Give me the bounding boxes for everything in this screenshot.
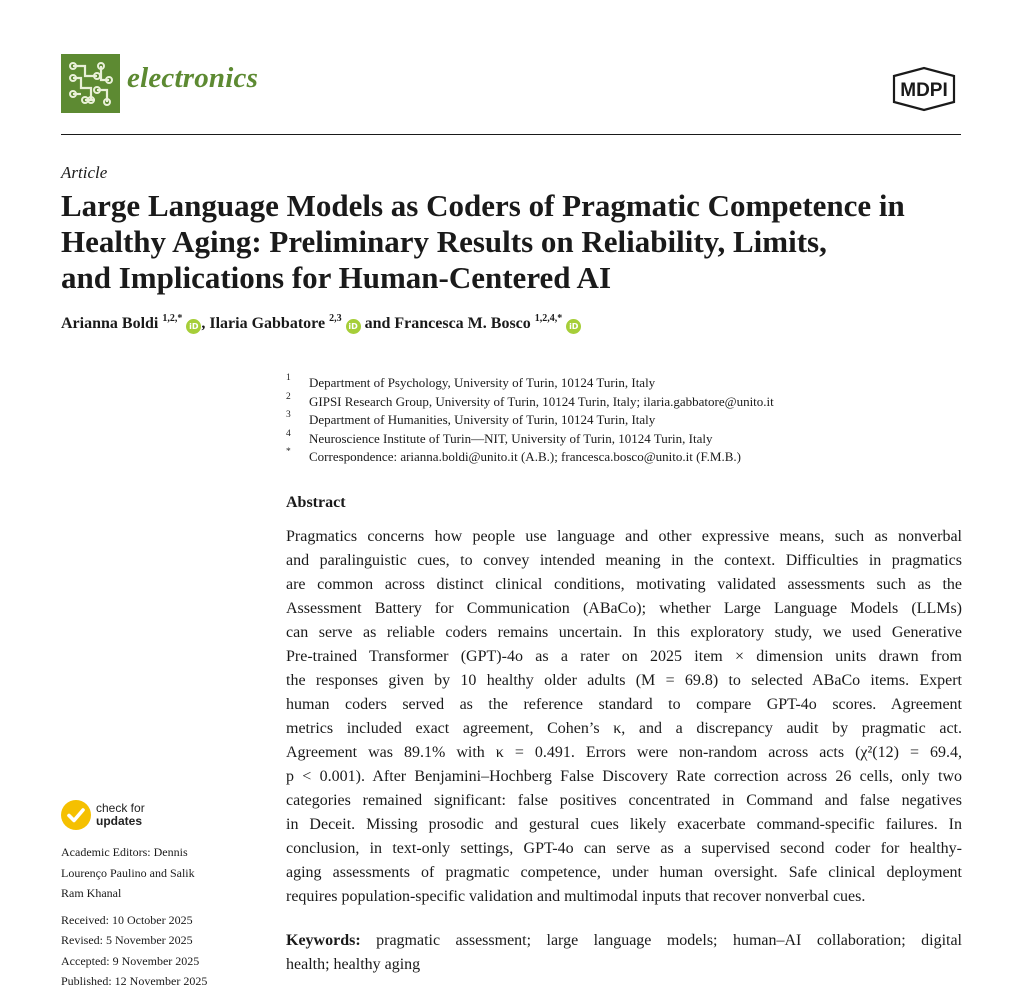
- abstract-line: and paralinguistic cues, to convey intended meaning in the context. Difficulties in pragmatics: [286, 552, 962, 569]
- publisher-name: MDPI: [900, 80, 948, 101]
- abstract-line: conclusion, in text-only settings, GPT-4o can serve as a supervised second coder for healthy-: [286, 840, 962, 857]
- orcid-icon[interactable]: iD: [566, 319, 581, 334]
- keywords-text: pragmatic assessment; large language models; human–AI collaboration; digital: [376, 932, 963, 949]
- academic-editors-line: Ram Khanal: [61, 886, 122, 900]
- article-info-sidebar: [61, 842, 236, 992]
- abstract-line: requires population-specific validation and multimodal inputs that recover nonverbal cues.: [286, 888, 866, 905]
- affiliation-item: [286, 428, 966, 450]
- abstract-line: Pragmatics concerns how people use language and other expressive means, such as nonverbal: [286, 528, 962, 545]
- affiliation-text: Department of Psychology, University of Turin, 10124 Turin, Italy: [309, 375, 656, 390]
- abstract-line: in Deceit. Missing prosodic and gestural cues likely exacerbate command-specific failures. In: [286, 816, 962, 833]
- publisher-logo: [886, 66, 962, 112]
- journal-name: electronics: [127, 62, 259, 94]
- header-divider: [61, 134, 961, 135]
- affiliation-item: [286, 391, 966, 413]
- affiliation-list: [286, 375, 966, 468]
- affiliation-text: GIPSI Research Group, University of Turin, 10124 Turin, Italy; ilaria.gabbatore@unito.it: [309, 393, 774, 409]
- academic-editors-line: Lourenço Paulino and Salik: [61, 865, 195, 880]
- date-received: Received: 10 October 2025: [61, 912, 193, 927]
- author-name[interactable]: Francesca M. Bosco: [394, 315, 531, 332]
- affiliation-mark: 1: [286, 373, 291, 383]
- date-published: Published: 12 November 2025: [61, 974, 208, 988]
- abstract-line: categories remained significant: false positives concentrated in Command and false negatives: [286, 792, 962, 809]
- affiliation-mark: 4: [286, 428, 291, 439]
- check-badge-icon: [61, 800, 91, 830]
- abstract-line: metrics included exact agreement, Cohen’s κ, and a discrepancy audit by pragmatic act.: [286, 720, 962, 737]
- abstract-line: can serve as reliable coders remains uncertain. In this exploratory study, we used Generative: [286, 624, 962, 641]
- orcid-icon[interactable]: iD: [346, 319, 361, 334]
- author-affiliation-marks: 1,2,4,*: [534, 313, 563, 324]
- orcid-icon[interactable]: iD: [186, 319, 201, 334]
- check-for-updates-label: [96, 802, 145, 828]
- affiliation-text: Neuroscience Institute of Turin—NIT, University of Turin, 10124 Turin, Italy: [309, 430, 713, 446]
- check-line: check for: [96, 801, 145, 815]
- abstract-line: the responses given by 10 healthy older adults (M = 69.8) to selected ABaCo items. Expert: [286, 672, 962, 689]
- journal-logo-icon: [61, 54, 120, 113]
- author-separator: ,: [201, 315, 210, 332]
- affiliation-mark: 2: [286, 391, 291, 402]
- correspondence-text: Correspondence: arianna.boldi@unito.it (A.B.); francesca.bosco@unito.it (F.M.B.): [309, 449, 741, 464]
- abstract-line: human coders served as the reference standard to compare GPT-4o scores. Agreement: [286, 696, 962, 713]
- academic-editors-line: Academic Editors: Dennis: [61, 845, 188, 859]
- title-line: Large Language Models as Coders of Pragmatic Competence in: [61, 188, 905, 223]
- author-separator: and: [360, 315, 395, 332]
- abstract-line: are common across distinct clinical conditions, motivating validated assessments such as the: [286, 576, 962, 593]
- affiliation-item: [286, 375, 966, 394]
- abstract-heading: Abstract: [286, 494, 346, 511]
- abstract-line: p < 0.001). After Benjamini–Hochberg False Discovery Rate correction across 26 cells, only two: [286, 768, 962, 785]
- affiliation-item: [286, 412, 966, 431]
- author-affiliation-marks: 1,2,*: [162, 313, 183, 324]
- author-list: [61, 315, 581, 334]
- author-name[interactable]: Arianna Boldi: [61, 315, 159, 332]
- abstract-body: [286, 525, 962, 909]
- updates-line: updates: [96, 814, 143, 828]
- date-revised: Revised: 5 November 2025: [61, 933, 193, 947]
- title-line: and Implications for Human-Centered AI: [61, 260, 612, 295]
- keywords: [286, 929, 962, 977]
- date-accepted: Accepted: 9 November 2025: [61, 953, 200, 968]
- keywords-line: [286, 929, 962, 953]
- article-title: [61, 188, 961, 296]
- author-name[interactable]: Ilaria Gabbatore: [209, 315, 326, 332]
- abstract-line: Agreement was 89.1% with κ = 0.491. Errors were non-random across acts (χ²(12) = 69.4,: [286, 744, 962, 761]
- title-line: Healthy Aging: Preliminary Results on Reliability, Limits,: [61, 224, 827, 259]
- affiliation-text: Department of Humanities, University of Turin, 10124 Turin, Italy: [309, 412, 656, 427]
- abstract-line: Pre-trained Transformer (GPT)-4o as a rater on 2025 item × dimension units drawn from: [286, 648, 962, 665]
- check-for-updates-button[interactable]: [61, 800, 171, 832]
- author-affiliation-marks: 2,3: [329, 313, 342, 324]
- keywords-label: Keywords:: [286, 932, 361, 949]
- correspondence-item: [286, 449, 966, 468]
- keywords-line: health; healthy aging: [286, 956, 421, 973]
- abstract-line: Assessment Battery for Communication (ABaCo); whether Large Language Models (LLMs): [286, 600, 962, 617]
- affiliation-mark: 3: [286, 410, 291, 420]
- correspondence-mark: *: [286, 447, 291, 457]
- abstract-line: aging assessments of pragmatic competence, under human oversight. Safe clinical deployment: [286, 864, 962, 881]
- article-type: Article: [61, 163, 108, 182]
